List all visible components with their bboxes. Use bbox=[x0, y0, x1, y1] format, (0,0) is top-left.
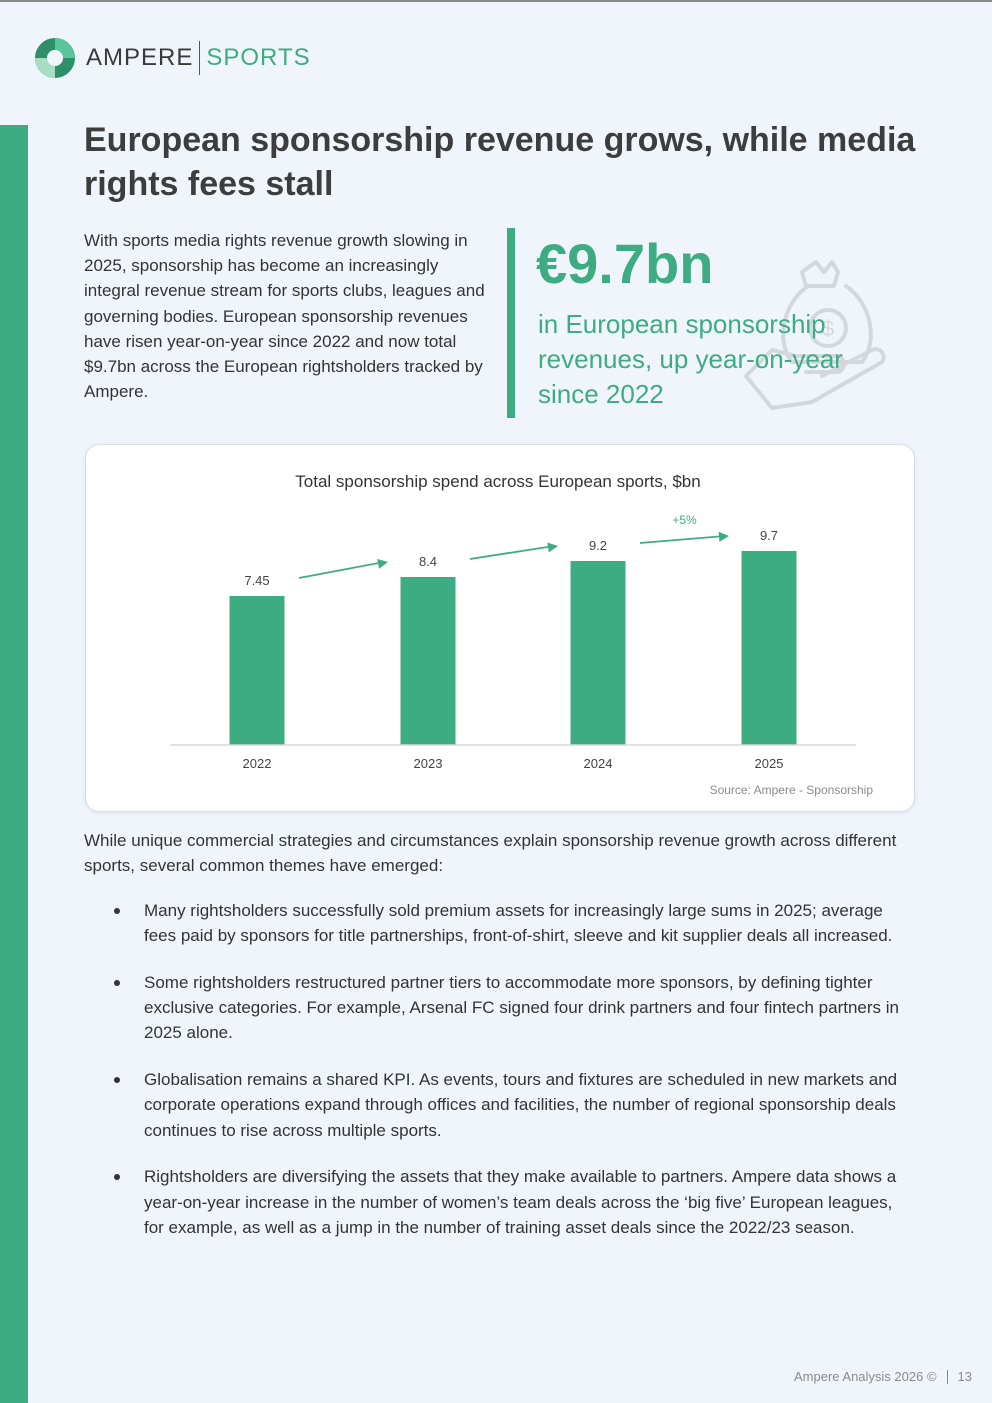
bar-2023 bbox=[401, 577, 456, 745]
bullet-item bbox=[84, 1164, 914, 1240]
highlight-value: €9.7bn bbox=[536, 232, 714, 295]
bar-2024 bbox=[571, 561, 626, 745]
bullet-item bbox=[84, 898, 914, 948]
bullet-text: Rightsholders are diversifying the assets that they make available to partners. Ampere data shows a year-on-year increase in the number of women’s team deals across the ‘big five’ European leagues, for example, as well as a jump in the number of training asset deals since the 2022/23 season. bbox=[144, 1167, 897, 1237]
growth-arrow-2023-2024 bbox=[470, 543, 558, 559]
x-tick-2024: 2024 bbox=[583, 756, 613, 771]
brand-name-primary: AMPERE bbox=[86, 44, 194, 71]
arrow-line bbox=[640, 536, 725, 543]
arrow-head-icon bbox=[547, 543, 558, 553]
highlight-caption: in European sponsorship revenues, up year-on-year since 2022 bbox=[538, 309, 843, 409]
arrow-head-icon bbox=[719, 532, 729, 542]
bullet-item bbox=[84, 1067, 914, 1143]
bar-2025 bbox=[742, 551, 797, 745]
brand-name-secondary: SPORTS bbox=[206, 44, 311, 71]
brand-logo bbox=[34, 37, 311, 79]
arrow-line bbox=[299, 562, 384, 578]
themes-bullet-list bbox=[84, 898, 914, 1262]
ampere-ring-logo-icon bbox=[34, 37, 76, 79]
arrow-head-icon bbox=[377, 559, 388, 569]
value-label-2025: 9.7 bbox=[759, 528, 779, 543]
x-tick-2025: 2025 bbox=[754, 756, 784, 771]
arrow-line bbox=[470, 546, 554, 559]
growth-arrow-2022-2023 bbox=[299, 559, 388, 578]
page-title: European sponsorship revenue grows, while media rights fees stall bbox=[84, 121, 916, 203]
value-label-2024: 9.2 bbox=[588, 538, 608, 553]
intro-paragraph: With sports media rights revenue growth slowing in 2025, sponsorship has become an increasingly integral revenue stream for sports clubs, leagues and governing bodies. European sponsorship revenues have risen year-on-year since 2022 and now total $9.7bn across the European rightsholders tracked by Ampere. bbox=[84, 231, 485, 402]
bullet-text: Some rightsholders restructured partner tiers to accommodate more sponsors, by defining tighter exclusive categories. For example, Arsenal FC signed four drink partners and four fintech partners in 2025 alone. bbox=[144, 973, 899, 1043]
x-tick-2023: 2023 bbox=[413, 756, 443, 771]
footer-label: Ampere Analysis 2026 © bbox=[793, 1369, 937, 1384]
bullet-text: Many rightsholders successfully sold premium assets for increasingly large sums in 2025; average fees paid by sponsors for title partnerships, front-of-shirt, sleeve and kit supplier deals all increased. bbox=[144, 901, 893, 946]
bullet-item bbox=[84, 970, 914, 1046]
sponsorship-bar-chart bbox=[86, 445, 914, 811]
growth-annotation: +5% bbox=[672, 513, 697, 527]
page-footer bbox=[794, 1369, 972, 1384]
chart-card bbox=[85, 444, 915, 812]
top-rule bbox=[0, 0, 992, 2]
bullet-text: Globalisation remains a shared KPI. As events, tours and fixtures are scheduled in new markets and corporate operations expand through offices and facilities, the number of regional sponsorship deals continues to rise across multiple sports. bbox=[144, 1070, 898, 1140]
growth-arrow-2024-2025 bbox=[640, 532, 729, 543]
bullet-dot-icon bbox=[114, 908, 120, 914]
value-label-2022: 7.45 bbox=[244, 573, 270, 588]
value-label-2023: 8.4 bbox=[418, 554, 438, 569]
chart-title: Total sponsorship spend across European sports, $bn bbox=[295, 472, 701, 491]
svg-text:$: $ bbox=[821, 316, 835, 341]
bar-2022 bbox=[230, 596, 285, 745]
bullet-dot-icon bbox=[114, 1077, 120, 1083]
bullet-dot-icon bbox=[114, 980, 120, 986]
chart-source: Source: Ampere - Sponsorship bbox=[709, 783, 873, 797]
side-accent-bar bbox=[0, 125, 28, 1403]
brand-divider bbox=[199, 41, 200, 75]
x-tick-2022: 2022 bbox=[242, 756, 272, 771]
bullet-dot-icon bbox=[114, 1174, 120, 1180]
footer-divider bbox=[947, 1370, 948, 1384]
page-number: 13 bbox=[957, 1369, 972, 1384]
highlight-rule bbox=[507, 228, 515, 418]
body-lead-paragraph: While unique commercial strategies and circumstances explain sponsorship revenue growth across different sports, several common themes have emerged: bbox=[84, 831, 897, 876]
